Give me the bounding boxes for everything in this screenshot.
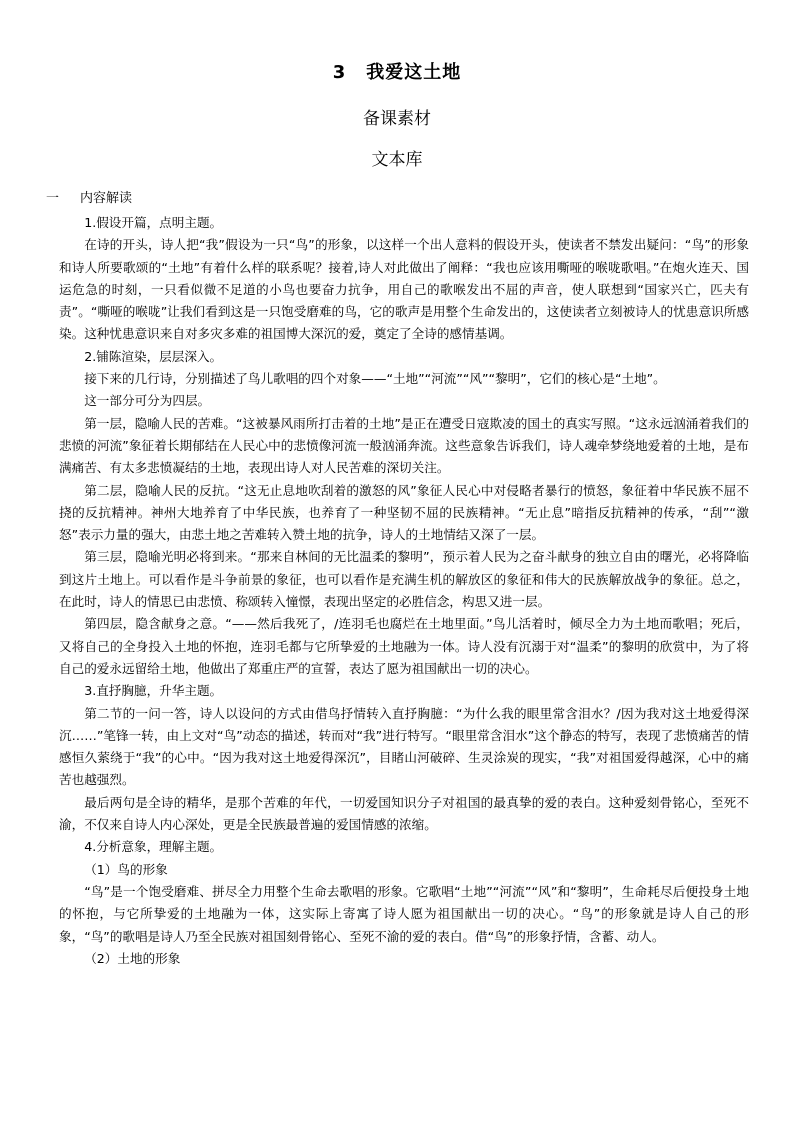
paragraph: “鸟”是一个饱受磨难、拼尽全力用整个生命去歌唱的形象。它歌唱“土地”“河流”“风”和“黎明”，生命耗尽后便投身土地的怀抱，与它所挚爱的土地融为一体，这实际上寄寓了诗人愿为祖国献出一切的决心。“鸟”的形象就是诗人自己的形象，“鸟”的歌唱是诗人乃至全民族对祖国刻骨铭心、至死不渝的爱的表白。借“鸟”的形象抒情，含蓄、动人。 xyxy=(59,883,749,944)
sub-subheading-land: （2）土地的形象 xyxy=(84,950,181,966)
paragraph: 在诗的开头，诗人把“我”假设为一只“鸟”的形象，以这样一个出人意料的假设开头，使读者不禁发出疑问：“鸟”的形象和诗人所要歌颂的“土地”有着什么样的联系呢？接着,诗人对此做出了阐释：“我也应该用嘶哑的喉咙歌唱。”在炮火连天、国运危急的时刻，一只看似微不足道的小鸟也要奋力抗争，用自己的歌喉发出不屈的声音，使人联想到“国家兴亡，匹夫有责”。“嘶哑的喉咙”让我们看到这是一只饱受磨难的鸟，它的歌声是用整个生命发出的，这使读者立刻被诗人的忧患意识所感染。这种忧患意识来自对多灾多难的祖国博大深沉的爱，奠定了全诗的感情基调。 xyxy=(59,237,749,342)
section-heading xyxy=(46,187,132,206)
subheading-1: 1.假设开篇，点明主题。 xyxy=(84,215,223,230)
paragraph: 最后两句是全诗的精华，是那个苦难的年代，一切爱国知识分子对祖国的最真挚的爱的表白。这种爱刻骨铭心，至死不渝，不仅来自诗人内心深处，更是全民族最普遍的爱国情感的浓缩。 xyxy=(59,794,749,833)
section-title: 内容解读 xyxy=(80,191,133,206)
subheading-4: 4.分析意象，理解主题。 xyxy=(84,839,223,855)
paragraph: 第三层，隐喻光明必将到来。“那来自林间的无比温柔的黎明”，预示着人民为之奋斗献身的独立自由的曙光，必将降临到这片土地上。可以看作是斗争前景的象征，也可以看作是充满生机的解放区的象征和伟大的民族解放战争的象征。总之，在此时，诗人的情思已由悲愤、称颂转入憧憬，表现出坚定的必胜信念，构思又进一层。 xyxy=(59,549,749,610)
page-title xyxy=(0,58,794,84)
sub-subheading-bird: （1）鸟的形象 xyxy=(84,861,168,877)
body-text xyxy=(59,212,749,970)
subtitle-text-library: 文本库 xyxy=(371,150,423,170)
title-text: 我爱这土地 xyxy=(366,62,462,83)
paragraph: 接下来的几行诗，分别描述了鸟儿歌唱的四个对象——“土地”“河流”“风”“黎明”，它们的核心是“土地”。 xyxy=(84,371,666,387)
paragraph: 第四层，隐含献身之意。“——然后我死了，/连羽毛也腐烂在土地里面。”鸟儿活着时，倾尽全力为土地而歌唱；死后，又将自己的全身投入土地的怀抱，连羽毛都与它所挚爱的土地融为一体。诗人没有沉溺于对“温柔”的黎明的欣赏中，为了将自己的爱永远留给土地，他做出了郑重庄严的宣誓，表达了愿为祖国献出一切的决心。 xyxy=(59,616,749,676)
paragraph: 第二节的一问一答，诗人以设问的方式由借鸟抒情转入直抒胸臆：“为什么我的眼里常含泪水？/因为我对这土地爱得深沉……”笔锋一转，由上文对“鸟”动态的描述，转而对“我”进行特写。“眼里常含泪水”这个静态的特写，表现了悲愤痛苦的情感恒久萦绕于“我”的心中。“因为我对这土地爱得深沉”，目睹山河破碎、生灵涂炭的现实，“我”对祖国爱得越深，心中的痛苦也越强烈。 xyxy=(59,705,749,788)
subheading-3: 3.直抒胸臆，升华主题。 xyxy=(84,683,223,699)
section-marker: 一 xyxy=(46,191,60,206)
subheading-2: 2.铺陈渲染，层层深入。 xyxy=(84,348,223,364)
paragraph: 第二层，隐喻人民的反抗。“这无止息地吹刮着的激怒的风”象征人民心中对侵略者暴行的愤怒，象征着中华民族不屈不挠的反抗精神。神州大地养育了中华民族，也养育了一种坚韧不屈的民族精神。“无止息”暗指反抗精神的传承，“刮”“激怒”表示力量的强大，由悲土地之苦难转入赞土地的抗争，诗人的土地情结又深了一层。 xyxy=(59,482,749,543)
paragraph: 这一部分可分为四层。 xyxy=(84,393,211,409)
subtitle-materials: 备课素材 xyxy=(363,109,431,129)
title-number: 3 xyxy=(332,62,347,83)
paragraph: 第一层，隐喻人民的苦难。“这被暴风雨所打击着的土地”是正在遭受日寇欺凌的国土的真实写照。“这永远汹涌着我们的悲愤的河流”象征着长期郁结在人民心中的悲愤像河流一般汹涌奔流。这些意象告诉我们，诗人魂牵梦绕地爱着的土地，是布满痛苦、有太多悲愤凝结的土地，表现出诗人对人民苦难的深切关注。 xyxy=(59,415,749,476)
